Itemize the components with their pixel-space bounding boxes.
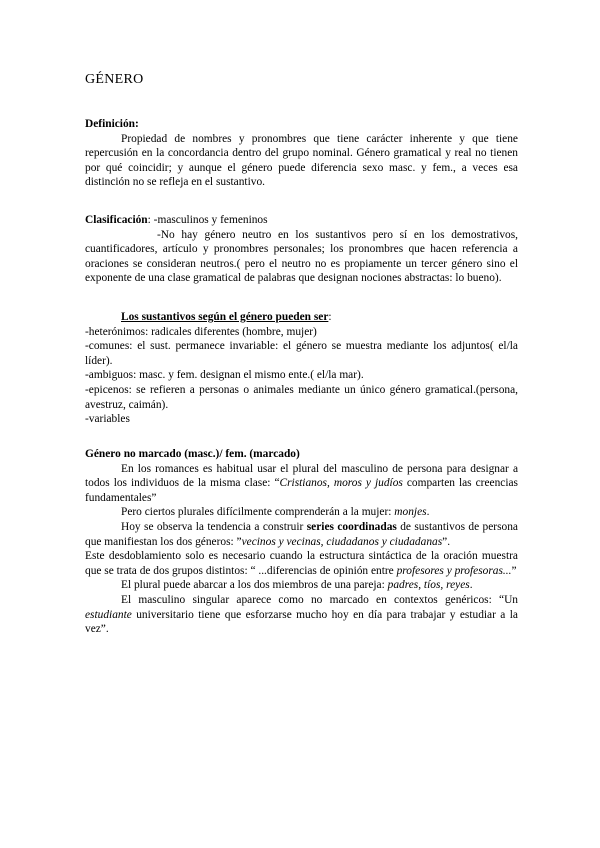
no-marcado-paragraph-1	[85, 462, 518, 506]
no-marcado-paragraph-2	[85, 505, 518, 520]
p2-text-a: Pero ciertos plurales difícilmente comprenderán a la mujer:	[121, 506, 395, 519]
no-marcado-heading: Género no marcado (masc.)/ fem. (marcado)	[85, 448, 300, 460]
p4-text-a: Este desdoblamiento solo es necesario cuando la estructura sintáctica de la oración muestra que se trata de dos grupos distintos: “ ...diferencias de opinión entre	[85, 550, 518, 577]
page-title: GÉNERO	[85, 72, 144, 87]
p6-text-a: El masculino singular aparece como no marcado en contextos genéricos: “Un	[121, 593, 518, 606]
p1-text-a: En los romances es habitual usar el plural del masculino de persona para designar a todos los individuos de la misma clase: “	[85, 462, 518, 490]
p5-text-b: .	[469, 579, 473, 592]
list-item-epicenos: -epicenos: se refieren a personas o animales mediante un único género gramatical.(persona, avestruz, caimán).	[85, 383, 518, 411]
list-item-comunes: -comunes: el sust. permanece invariable: el género se muestra mediante los adjuntos( el/la líder).	[85, 340, 518, 367]
no-marcado-paragraph-6	[85, 593, 518, 637]
p4-italic: profesores y profesoras...	[396, 564, 512, 577]
list-item-heteronimos: -heterónimos: radicales diferentes (hombre, mujer)	[85, 325, 317, 338]
no-marcado-paragraph-4	[85, 549, 518, 578]
p1-italic: Cristianos, moros y judíos	[279, 477, 403, 490]
clasificacion-first-item: : -masculinos y femeninos	[147, 214, 268, 226]
p5-text-a: El plural puede abarcar a los dos miembros de una pareja:	[121, 579, 388, 592]
p2-italic: monjes	[394, 506, 427, 519]
definicion-text: Propiedad de nombres y pronombres que tiene carácter inherente y que tiene repercusión en la concordancia dentro del grupo nominal. Género gramatical y real no tienen por qué coincidir; y aunque el género puede diferencia sexo masc. y fem., a veces esa distinción no se refleja en el sustantivo.	[85, 132, 518, 189]
p3-text-c: ”.	[442, 535, 451, 548]
p6-text-b: universitario tiene que esforzarse mucho hoy en día para trabajar y estudiar a la vez”.	[85, 608, 518, 636]
p6-italic: estudiante	[85, 608, 132, 621]
list-item-ambiguos: -ambiguos: masc. y fem. designan el mismo ente.( el/la mar).	[85, 369, 364, 382]
p5-italic: padres, tíos, reyes	[387, 579, 470, 592]
sustantivos-colon: :	[328, 311, 332, 323]
sustantivos-heading: Los sustantivos según el género pueden ser	[121, 311, 329, 323]
p1-text-b: comparten las creencias fundamentales”	[85, 477, 518, 504]
definicion-heading: Definición:	[85, 118, 139, 130]
clasificacion-heading: Clasificación	[85, 214, 148, 226]
no-marcado-section	[85, 447, 518, 637]
p3-text-b: de sustantivos de persona que manifiestan los dos géneros: ”	[85, 520, 518, 548]
no-marcado-paragraph-5	[85, 578, 518, 593]
clasificacion-text: -No hay género neutro en los sustantivos pero sí en los demostrativos, cuantificadores, artículo y pronombres personales; los pronombres que hacen referencia a oraciones se consideran neutros.( pero el neutro no es propiamente un tercer género sino el exponente de una clase gramatical de palabras que designan nociones abstractas: lo bueno).	[85, 228, 518, 285]
definicion-section	[85, 117, 518, 190]
p4-text-b: ”	[511, 564, 517, 577]
list-item-variables: -variables	[85, 413, 130, 426]
p3-bold: series coordinadas	[306, 520, 397, 533]
no-marcado-paragraph-3	[85, 520, 518, 549]
p2-text-b: .	[426, 506, 430, 519]
clasificacion-section	[85, 213, 518, 286]
p3-italic: vecinos y vecinas, ciudadanos y ciudadanas	[241, 535, 443, 548]
sustantivos-section	[85, 310, 518, 427]
p3-text-a: Hoy se observa la tendencia a construir	[121, 520, 307, 533]
